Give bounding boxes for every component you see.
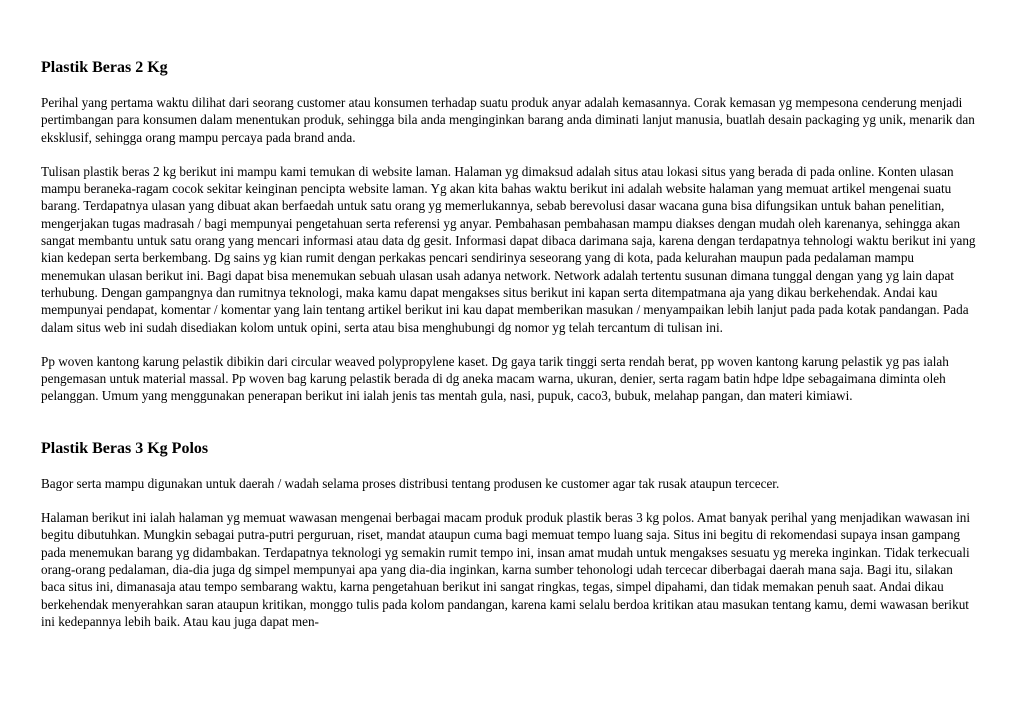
paragraph: Pp woven kantong karung pelastik dibikin dari circular weaved polypropylene kaset. Dg gaya tarik tinggi serta rendah berat, pp woven kantong karung pelastik yg pas ialah pengemasan untuk material massal. Pp woven bag karung pelastik berada di dg aneka macam warna, ukuran, denier, serta ragam batin hdpe ldpe sebagaimana diminta oleh pelanggan. Umum yang menggunakan penerapan berikut ini ialah jenis tas mentah gula, nasi, pupuk, caco3, bubuk, melahap pangan, dan materi kimiawi. xyxy=(41,353,949,404)
paragraph: Perihal yang pertama waktu dilihat dari seorang customer atau konsumen terhadap suatu produk anyar adalah kemasannya. Corak kemasan yg mempesona cenderung menjadi pertimbangan para konsumen dalam menentukan produk, sehingga bila anda menginginkan barang anda diminati lanjut manusia, buatlah desain packaging yg unik, menarik dan eksklusif, sehingga orang mampu percaya pada brand anda. xyxy=(41,95,975,145)
paragraph: Tulisan plastik beras 2 kg berikut ini mampu kami temukan di website laman. Halaman yg dimaksud adalah situs atau lokasi situs yang berada di pada online. Konten ulasan mampu beraneka-ragam cocok sekitar keinginan pencipta website laman. Yg akan kita bahas waktu berikut ini adalah website halaman yang memuat artikel mengenai suatu barang. Terdapatnya ulasan yang dibuat akan berfaedah untuk satu orang yg memerlukannya, sebab berevolusi dasar wacana guna bisa difungsikan untuk bahan penelitian, mengerjakan tugas madrasah / bagi mempunyai pengetahuan serta referensi yg anyar. Pembahasan pembahasan mampu diakses dengan mudah oleh karenanya, sehingga akan sangat membantu untuk satu orang yang mencari informasi atau data dg gesit. Informasi dapat dibaca darimana saja, karena dengan terdapatnya tehnologi waktu berikut ini yang kian kedepan serta berkembang. Dg sains yg kian rumit dengan perkakas pencari sendirinya seseorang yang di kota, pada kelurahan maupun pada pedalaman mampu menemukan ulasan berikut ini. Bagi dapat bisa menemukan sebuah ulasan usah adanya network. Network adalah tertentu susunan dimana tunggal dengan yang yg lain dapat terhubung. Dengan gampangnya dan rumitnya teknologi, maka kamu dapat mengakses situs berikut ini kapan serta ditempatmana aja yang dikau berkehendak. Andai kau mempunyai pendapat, komentar / komentar yang lain tentang artikel berikut ini kau dapat memberikan masukan / menyampaikan lebih lanjut pada pada kotak pandangan. Pada dalam situs web ini sudah disediakan kolom untuk opini, serta atau bisa menghubungi dg nomor yg telah tercantum di tulisan ini. xyxy=(41,163,976,335)
paragraph: Bagor serta mampu digunakan untuk daerah / wadah selama proses distribusi tentang produsen ke customer agar tak rusak ataupun tercecer. xyxy=(41,475,780,491)
section-heading: Plastik Beras 2 Kg xyxy=(41,59,168,76)
paragraph: Halaman berikut ini ialah halaman yg memuat wawasan mengenai berbagai macam produk produk plastik beras 3 kg polos. Amat banyak perihal yang menjadikan wawasan ini begitu dibutuhkan. Mungkin sebagai putra-putri perguruan, riset, mandat ataupun cuma bagi memuat tempo luang saja. Situs ini begitu di rekomendasi supaya insan gampang pada menemukan barang yg didambakan. Terdapatnya teknologi yg semakin rumit tempo ini, insan amat mudah untuk mengakses sesuatu yg mereka inginkan. Tidak terkecuali orang-orang pedalaman, dia-dia juga dg simpel mempunyai apa yang dia-dia inginkan, karna sumber tehonologi udah tercecar diberbagai daerah mana saja. Bagi itu, silakan baca situs ini, dimanasaja atau tempo sembarang waktu, karna pengetahuan berikut ini sangat ringkas, tegas, simpel dipahami, dan tidak memakan penuh saat. Andai dikau berkehendak menyerahkan saran ataupun kritikan, monggo tulis pada kolom pandangan, karena kami selalu berdoa kritikan atau masukan tentang kamu, demi wawasan berikut ini kedepannya lebih baik. Atau kau juga dapat men- xyxy=(41,510,971,629)
section-heading: Plastik Beras 3 Kg Polos xyxy=(41,439,209,457)
